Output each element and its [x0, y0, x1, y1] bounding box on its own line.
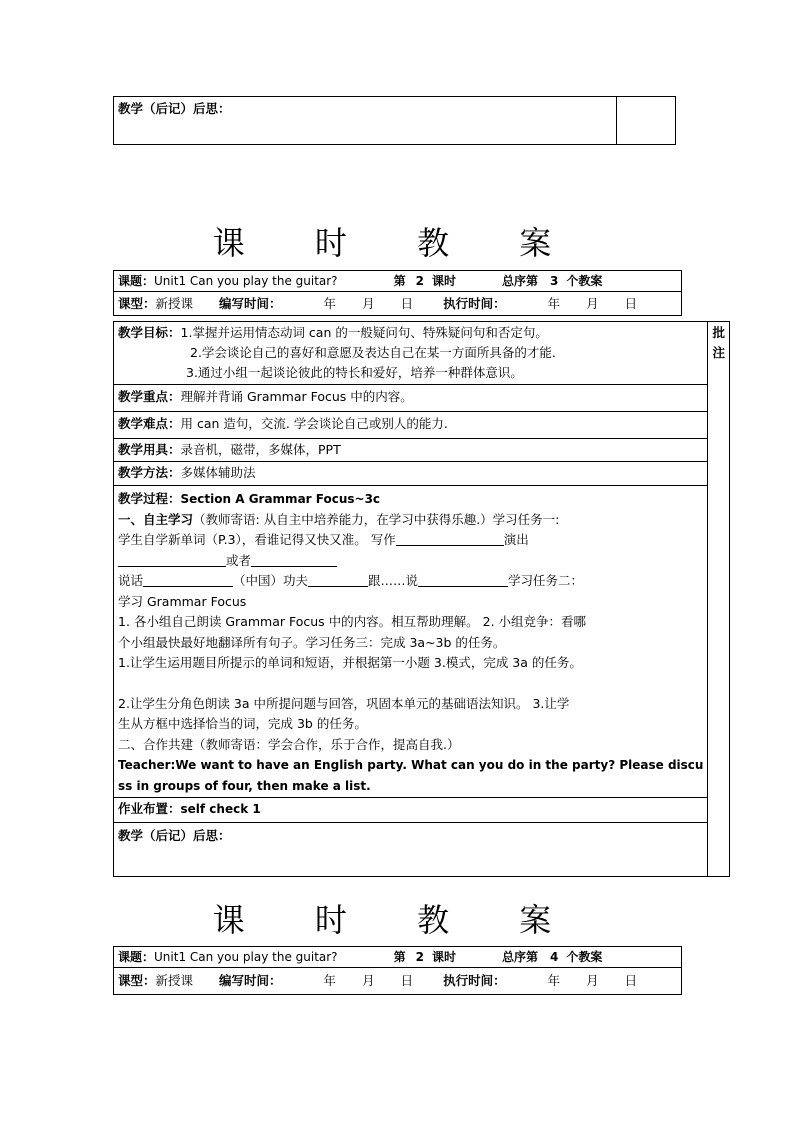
- process-line-7: 个小组最快最好地翻译所有句子。学习任务三：完成 3a~3b 的任务。: [118, 634, 506, 650]
- plan1-reflection-row: [114, 823, 708, 877]
- notes-label: 批注: [712, 325, 725, 360]
- process-cell: [114, 486, 708, 798]
- method-label: 教学方法：: [118, 465, 181, 480]
- type-label: 课型：: [118, 296, 156, 311]
- process-line-2-end: 演出: [503, 532, 529, 547]
- method-row: [114, 462, 708, 486]
- topic-label: 课题：: [118, 274, 155, 288]
- plan2-topic-value: Unit1 Can you play the guitar?: [154, 950, 338, 964]
- difficulty-row: [114, 412, 708, 439]
- notes-column: [708, 322, 730, 877]
- tools-label: 教学用具：: [118, 442, 181, 457]
- process-line-4-b: （中国）功夫: [233, 573, 309, 588]
- order-prefix: 总序第: [501, 274, 538, 288]
- type-value: 新授课: [155, 296, 194, 311]
- objective-3: 3.通过小组一起谈论彼此的特长和爱好，培养一种群体意识。: [186, 365, 523, 380]
- objectives-label: 教学目标：: [118, 325, 181, 340]
- process-value: Section A Grammar Focus~3c: [180, 492, 381, 506]
- process-line-10: 生从方框中选择恰当的词，完成 3b 的任务。: [118, 716, 367, 731]
- lesson-prefix: 第: [393, 274, 406, 288]
- plan2-exec-day: 日: [624, 973, 638, 988]
- exec-year: 年: [547, 296, 561, 311]
- process-line-3: 或者: [226, 552, 252, 568]
- plan2-lesson-suffix: 课时: [431, 950, 456, 964]
- homework-row: [114, 798, 708, 823]
- plan2-topic-row: [114, 947, 682, 968]
- cooperation-heading: 二、合作共建（教师寄语：学会合作，乐于合作，提高自我.）: [118, 736, 460, 752]
- plan2-order-prefix: 总序第: [501, 950, 538, 964]
- exec-time-label: 执行时间：: [443, 296, 506, 311]
- order-number: 3: [549, 274, 559, 288]
- difficulty-label: 教学难点：: [118, 416, 181, 431]
- plan1-body-table: [113, 321, 730, 877]
- objective-2: 2.学会谈论自己的喜好和意愿及表达自己在某一方面所具备的才能.: [190, 345, 556, 360]
- process-line-9: 2.让学生分角色朗读 3a 中所提问题与回答，巩固本单元的基础语法知识。 3.让学: [118, 695, 570, 711]
- reflection-cell: [114, 97, 617, 145]
- plan2-lesson-number: 2: [415, 950, 424, 964]
- keypoints-label: 教学重点：: [118, 389, 181, 404]
- plan2-type-value: 新授课: [155, 973, 194, 988]
- write-day: 日: [400, 296, 414, 311]
- reflection-label: 教学（后记）后思：: [118, 101, 231, 116]
- plan2-order-number: 4: [549, 950, 559, 964]
- difficulty-value: 用 can 造句，交流. 学会谈论自己或别人的能力.: [180, 416, 448, 431]
- plan1-reflection-label: 教学（后记）后思：: [118, 828, 231, 843]
- process-line-8: 1.让学生运用题目所提示的单词和短语，并根据第一小题 3.模式，完成 3a 的任务。: [118, 655, 582, 670]
- process-line-2: 学生自学新单词（P.3），看谁记得又快又准。 写作: [118, 532, 396, 547]
- exec-day: 日: [624, 296, 638, 311]
- order-suffix: 个教案: [566, 274, 603, 288]
- tools-row: [114, 439, 708, 462]
- lesson-suffix: 课时: [431, 274, 456, 288]
- reflection-notes-cell: [617, 97, 676, 145]
- plan2-write-year: 年: [323, 973, 337, 988]
- keypoints-value: 理解并背诵 Grammar Focus 中的内容。: [180, 389, 413, 404]
- write-time-label: 编写时间：: [219, 296, 282, 311]
- process-line-4-d: 学习任务二：: [508, 573, 584, 588]
- process-line-4-a: 说话: [118, 573, 144, 588]
- objectives-cell: [114, 322, 708, 385]
- process-line-4-c: 跟……说: [368, 573, 419, 588]
- objective-1: 1.掌握并运用情态动词 can 的一般疑问句、特殊疑问句和否定句。: [180, 325, 548, 340]
- exec-month: 月: [586, 296, 599, 311]
- method-value: 多媒体辅助法: [180, 465, 256, 480]
- plan2-type-row: [114, 968, 682, 995]
- plan2-exec-month: 月: [586, 973, 599, 988]
- tools-value: 录音机，磁带，多媒体，PPT: [180, 442, 341, 457]
- page-title-2: 课 时 教 案: [212, 901, 582, 939]
- plan2-order-suffix: 个教案: [566, 950, 603, 964]
- process-line-5: 学习 Grammar Focus: [118, 593, 247, 609]
- homework-value: self check 1: [180, 802, 261, 816]
- topic-value: Unit1 Can you play the guitar?: [154, 274, 338, 288]
- plan2-write-month: 月: [362, 973, 375, 988]
- homework-label: 作业布置：: [118, 801, 181, 816]
- plan2-write-time-label: 编写时间：: [219, 973, 282, 988]
- plan2-topic-label: 课题：: [118, 950, 155, 964]
- keypoints-row: [114, 385, 708, 412]
- plan2-write-day: 日: [400, 973, 414, 988]
- top-reflection-table: [113, 96, 676, 145]
- process-line-1: （教师寄语: 从自主中培养能力，在学习中获得乐趣.）学习任务一:: [193, 511, 560, 527]
- plan2-lesson-prefix: 第: [393, 950, 406, 964]
- process-line-12: Teacher:We want to have an English party. What can you do in the party? Please discu: [118, 758, 704, 772]
- self-study-heading: 一、自主学习: [118, 511, 194, 527]
- plan2-exec-time-label: 执行时间：: [443, 973, 506, 988]
- process-label: 教学过程：: [118, 491, 181, 506]
- plan2-type-label: 课型：: [118, 973, 156, 988]
- process-line-13: ss in groups of four, then make a list.: [118, 778, 371, 793]
- write-year: 年: [323, 296, 337, 311]
- plan1-topic-row: [114, 271, 682, 292]
- process-line-6: 1. 各小组自己朗读 Grammar Focus 中的内容。相互帮助理解。 2. 小组竞争：看哪: [118, 614, 587, 629]
- plan1-type-row: [114, 292, 682, 316]
- plan1-header-table: [113, 270, 682, 316]
- page-title-1: 课 时 教 案: [212, 224, 582, 262]
- lesson-number: 2: [415, 274, 424, 288]
- plan2-exec-year: 年: [547, 973, 561, 988]
- plan2-header-table: [113, 946, 682, 995]
- write-month: 月: [362, 296, 375, 311]
